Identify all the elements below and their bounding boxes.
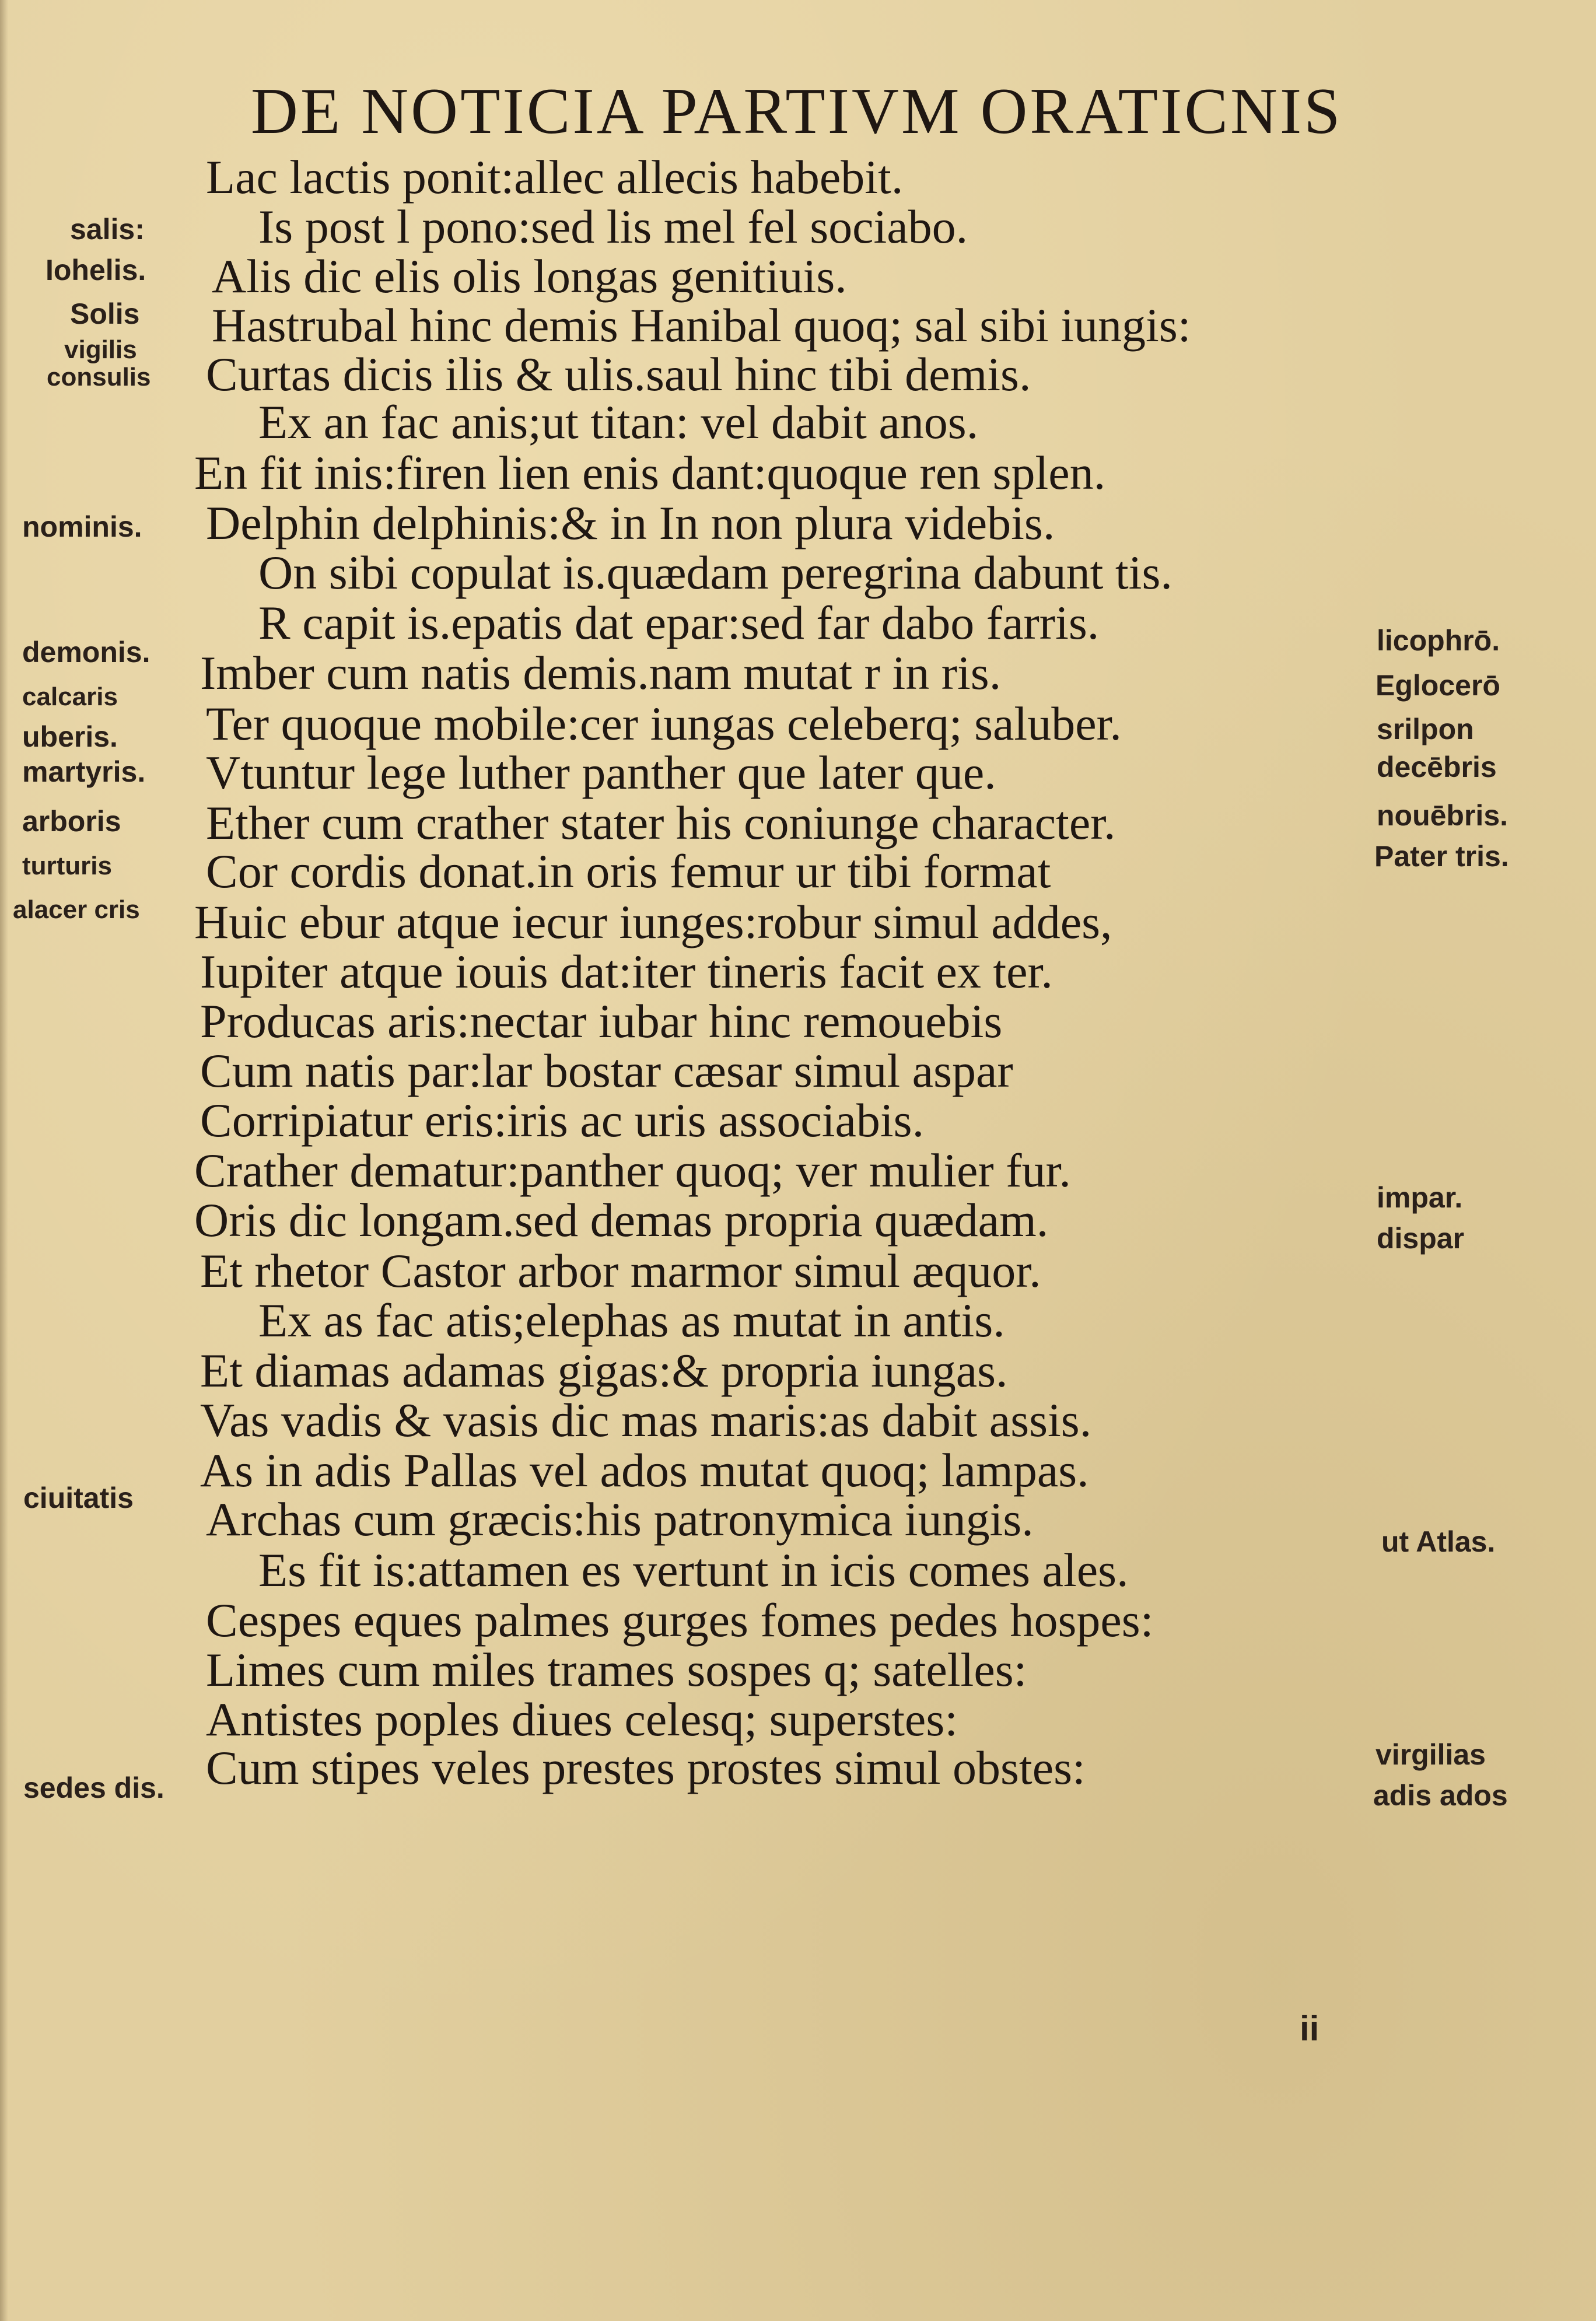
signature-mark: ii — [1300, 2009, 1320, 2048]
right-gloss-4: decēbris — [1377, 751, 1497, 783]
page-header: DE NOTICIA PARTIVM ORATICNIS — [251, 75, 1343, 148]
right-gloss-10: virgilias — [1376, 1738, 1486, 1771]
left-gloss-7: demonis. — [22, 636, 150, 668]
verse-line-22: Oris dic longam.sed demas propria quædam. — [194, 1193, 1049, 1247]
left-gloss-15: sedes dis. — [23, 1772, 164, 1804]
verse-line-24: Ex as fac atis;elephas as mutat in antis. — [258, 1294, 1005, 1347]
left-gloss-14: ciuitatis — [23, 1482, 134, 1514]
verse-line-15: Cor cordis donat.in oris femur ur tibi format — [206, 845, 1051, 898]
right-gloss-3: srilpon — [1377, 713, 1474, 745]
left-gloss-3: Solis — [70, 297, 140, 330]
right-gloss-5: nouēbris. — [1377, 799, 1508, 832]
verse-line-21: Crather dematur:panther quoq; ver mulier fur. — [194, 1144, 1071, 1197]
verse-line-4: Hastrubal hinc demis Hanibal quoq; sal sibi iungis: — [212, 299, 1191, 352]
verse-line-6: Ex an fac anis;ut titan: vel dabit anos. — [258, 395, 979, 449]
verse-line-26: Vas vadis & vasis dic mas maris:as dabit assis. — [200, 1394, 1092, 1447]
left-gloss-1: salis: — [70, 213, 145, 246]
left-gloss-4: vigilis — [64, 335, 137, 364]
right-gloss-9: ut Atlas. — [1381, 1525, 1496, 1558]
verse-line-19: Cum natis par:lar bostar cæsar simul aspar — [200, 1044, 1013, 1097]
verse-line-16: Huic ebur atque iecur iunges:robur simul addes, — [194, 895, 1112, 948]
right-gloss-7: impar. — [1377, 1181, 1463, 1214]
right-gloss-2: Eglocerō — [1376, 669, 1500, 702]
verse-line-8: Delphin delphinis:& in In non plura videbis. — [206, 496, 1055, 549]
verse-line-11: Imber cum natis demis.nam mutat r in ris. — [200, 646, 1002, 699]
right-gloss-6: Pater tris. — [1374, 840, 1509, 873]
right-gloss-11: adis ados — [1373, 1779, 1508, 1812]
verse-line-20: Corripiatur eris:iris ac uris associabis. — [200, 1094, 925, 1147]
left-gloss-2: Iohelis. — [46, 254, 146, 286]
verse-line-32: Antistes poples diues celesq; superstes: — [206, 1693, 958, 1746]
left-gloss-8: calcaris — [22, 682, 118, 711]
verse-line-27: As in adis Pallas vel ados mutat quoq; lampas. — [200, 1444, 1089, 1497]
verse-line-5: Curtas dicis ilis & ulis.saul hinc tibi demis. — [206, 348, 1031, 401]
verse-line-12: Ter quoque mobile:cer iungas celeberq; saluber. — [206, 697, 1122, 750]
left-gloss-6: nominis. — [22, 510, 142, 543]
verse-line-3: Alis dic elis olis longas genitiuis. — [212, 250, 847, 303]
verse-line-10: R capit is.epatis dat epar:sed far dabo farris. — [258, 596, 1100, 649]
left-gloss-10: martyris. — [22, 755, 146, 788]
left-gloss-12: turturis — [22, 852, 112, 880]
left-gloss-13: alacer cris — [13, 895, 140, 924]
left-gloss-5: consulis — [47, 363, 151, 391]
verse-line-1: Lac lactis ponit:allec allecis habebit. — [206, 150, 904, 204]
verse-line-9: On sibi copulat is.quædam peregrina dabunt tis. — [258, 546, 1172, 599]
verse-line-23: Et rhetor Castor arbor marmor simul æquor. — [200, 1244, 1041, 1297]
verse-line-29: Es fit is:attamen es vertunt in icis comes ales. — [258, 1543, 1129, 1597]
verse-line-30: Cespes eques palmes gurges fomes pedes hospes: — [206, 1594, 1154, 1647]
verse-line-31: Limes cum miles trames sospes q; satelles: — [206, 1643, 1027, 1696]
verse-line-7: En fit inis:firen lien enis dant:quoque ren splen. — [194, 446, 1106, 499]
verse-line-28: Archas cum græcis:his patronymica iungis. — [206, 1493, 1034, 1546]
verse-line-13: Vtuntur lege luther panther que later que. — [206, 746, 996, 799]
verse-line-14: Ether cum crather stater his coniunge character. — [206, 796, 1116, 849]
verse-line-17: Iupiter atque iouis dat:iter tineris facit ex ter. — [200, 945, 1053, 998]
page-fold-shadow — [0, 0, 8, 2321]
verse-line-33: Cum stipes veles prestes prostes simul obstes: — [206, 1741, 1086, 1794]
verse-line-18: Producas aris:nectar iubar hinc remouebis — [200, 995, 1003, 1048]
left-gloss-9: uberis. — [22, 720, 118, 753]
left-gloss-11: arboris — [22, 805, 121, 838]
verse-line-25: Et diamas adamas gigas:& propria iungas. — [200, 1344, 1008, 1397]
verse-line-2: Is post l pono:sed lis mel fel sociabo. — [258, 200, 968, 253]
right-gloss-1: licophrō. — [1377, 624, 1500, 657]
right-gloss-8: dispar — [1377, 1222, 1465, 1255]
